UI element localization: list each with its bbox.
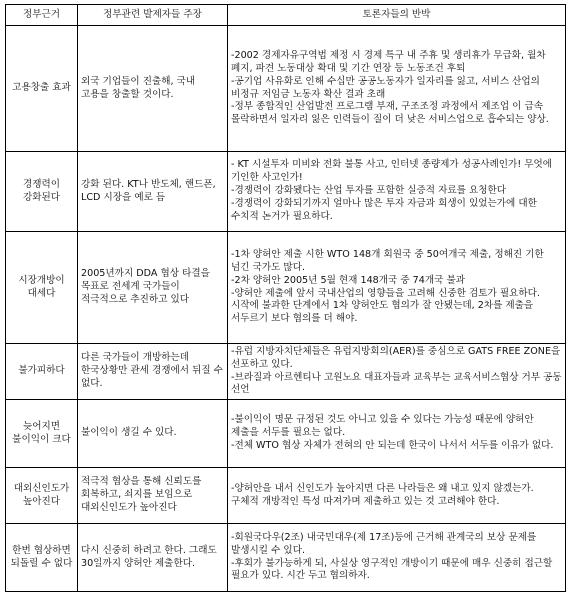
row-topic: 한번 협상하면 되돌릴 수 없다	[6, 524, 78, 592]
row-rebuttal	[228, 26, 566, 152]
table-row	[6, 344, 566, 400]
table-row	[6, 524, 566, 592]
row-topic: 시장개방이 대세다	[6, 232, 78, 344]
rebuttal-line: -경쟁력이 강화됐다는 산업 투자를 포함한 실증적 자료를 요청한다	[231, 185, 507, 197]
rebuttal-line: -후회가 불가능하게 되, 사실상 영구적인 개방이기 때문에 매우 신중히 접근할 필요가 있다. 시간 두고 협의하자.	[231, 557, 553, 582]
row-rebuttal	[228, 524, 566, 592]
rebuttal-line: - KT 시설투자 미비와 전화 불통 사고, 인터넷 종량제가 성공사례인가! 무엇에 기인한 사고인가!	[231, 159, 553, 184]
table-row	[6, 468, 566, 524]
table-row	[6, 26, 566, 152]
rebuttal-line: -양허안을 내서 신인도가 높아지면 다른 나라들은 왜 내고 있지 않겠는가. 구체적 개방적인 특성 따져가며 제출하고 있는 것 고려해야 한다.	[231, 482, 534, 507]
rebuttal-line: -회원국다우(2조) 내국민대우(제 17조)등에 근거해 관계국의 보상 문제를 발생시킬 수 있다.	[231, 531, 537, 556]
header-government-basis: 정부근거	[6, 5, 78, 26]
rebuttal-line: -2002 경제자유구역법 제정 시 경제 특구 내 주휴 및 생리휴가 무급화, 월차 폐지, 파견 노동대상 확대 및 기간 연장 등 노동조건 후퇴	[231, 49, 546, 74]
row-claim: 다시 신중히 하려고 한다. 그래도 30일까지 양허안 제출한다.	[78, 524, 228, 592]
row-claim: 적극적 협상을 통해 신뢰도를 회복하고, 쇠지를 보임으로 대외신인도가 높아진다	[78, 468, 228, 524]
table-row	[6, 232, 566, 344]
row-claim: 불이익이 생길 수 있다.	[78, 400, 228, 468]
header-rebuttals: 토론자들의 반박	[228, 5, 566, 26]
header-row	[6, 5, 566, 26]
rebuttal-line: -전체 WTO 협상 자체가 전혀의 안 되는데 한국이 나서서 서두를 이유가 없다.	[231, 439, 554, 451]
rebuttal-line: -2차 양허안 2005년 5월 현재 148개국 중 74개국 불과	[231, 274, 466, 286]
row-topic: 늦어지면 불이익이 크다	[6, 400, 78, 468]
row-claim: 2005년까지 DDA 협상 타결을 목표로 전세계 국가들이 적극적으로 추진하고 있다	[78, 232, 228, 344]
table-row	[6, 400, 566, 468]
row-rebuttal	[228, 152, 566, 232]
row-rebuttal	[228, 468, 566, 524]
rebuttal-line: -공기업 사유화로 인해 수십만 공공노동자가 일자리를 잃고, 서비스 산업의 비정규 저임금 노동자 확산 결과 초래	[231, 75, 540, 100]
argument-table	[5, 4, 566, 592]
rebuttal-line: -양허안 제출에 앞서 국내산업의 영향들을 고려해 신중한 검토가 필요하다. 시작에 불과한 단계에서 1차 양허안도 협의가 잘 안됐는데, 2차를 제출을 서두르기 보다 협의를 더 해야.	[231, 287, 540, 325]
rebuttal-line: -유럽 지방자치단체들은 유럽지방회의(AER)를 중심으로 GATS FREE ZONE을 선포하고 있다.	[231, 345, 561, 370]
row-topic: 고용창출 효과	[6, 26, 78, 152]
rebuttal-line: -불이익이 명문 규정된 것도 아니고 있을 수 있다는 가능성 때문에 양허안 제출을 서두를 필요는 없다.	[231, 414, 534, 439]
table-row	[6, 152, 566, 232]
row-topic: 대외신인도가 높아진다	[6, 468, 78, 524]
rebuttal-line: -1차 양허안 제출 시한 WTO 148개 회원국 중 50여개국 제출, 정해진 기한 넘긴 국가도 많다.	[231, 248, 544, 273]
row-claim: 외국 기업들이 진출해, 국내 고용을 창출할 것이다.	[78, 26, 228, 152]
row-rebuttal	[228, 344, 566, 400]
rebuttal-line: -정부 종합적인 산업발전 프로그램 부재, 구조조정 과정에서 제조업 이 급속 몰락하면서 일자리 잃은 인력들이 질이 더 낮은 서비스업으로 흡수되는 양상.	[231, 101, 549, 126]
row-rebuttal	[228, 400, 566, 468]
rebuttal-line: -경쟁력이 강화되기까지 얼마나 많은 투자 자금과 희생이 있었는가에 대한 수치적 논거가 필요하다.	[231, 197, 537, 222]
row-topic: 경쟁력이 강화된다	[6, 152, 78, 232]
row-topic: 불가피하다	[6, 344, 78, 400]
row-rebuttal	[228, 232, 566, 344]
row-claim: 강화 된다. KT나 반도체, 핸드폰, LCD 시장을 예로 듬	[78, 152, 228, 232]
rebuttal-line: -브라질과 아르헨티나 고원노요 대표자들과 교육부는 교육서비스협상 거부 공동 선언	[231, 371, 562, 396]
row-claim: 다른 국가들이 개방하는데 한국상황만 관세 경쟁에서 뒤질 수 없다.	[78, 344, 228, 400]
header-government-claims: 정부관련 발제자들 주장	[78, 5, 228, 26]
